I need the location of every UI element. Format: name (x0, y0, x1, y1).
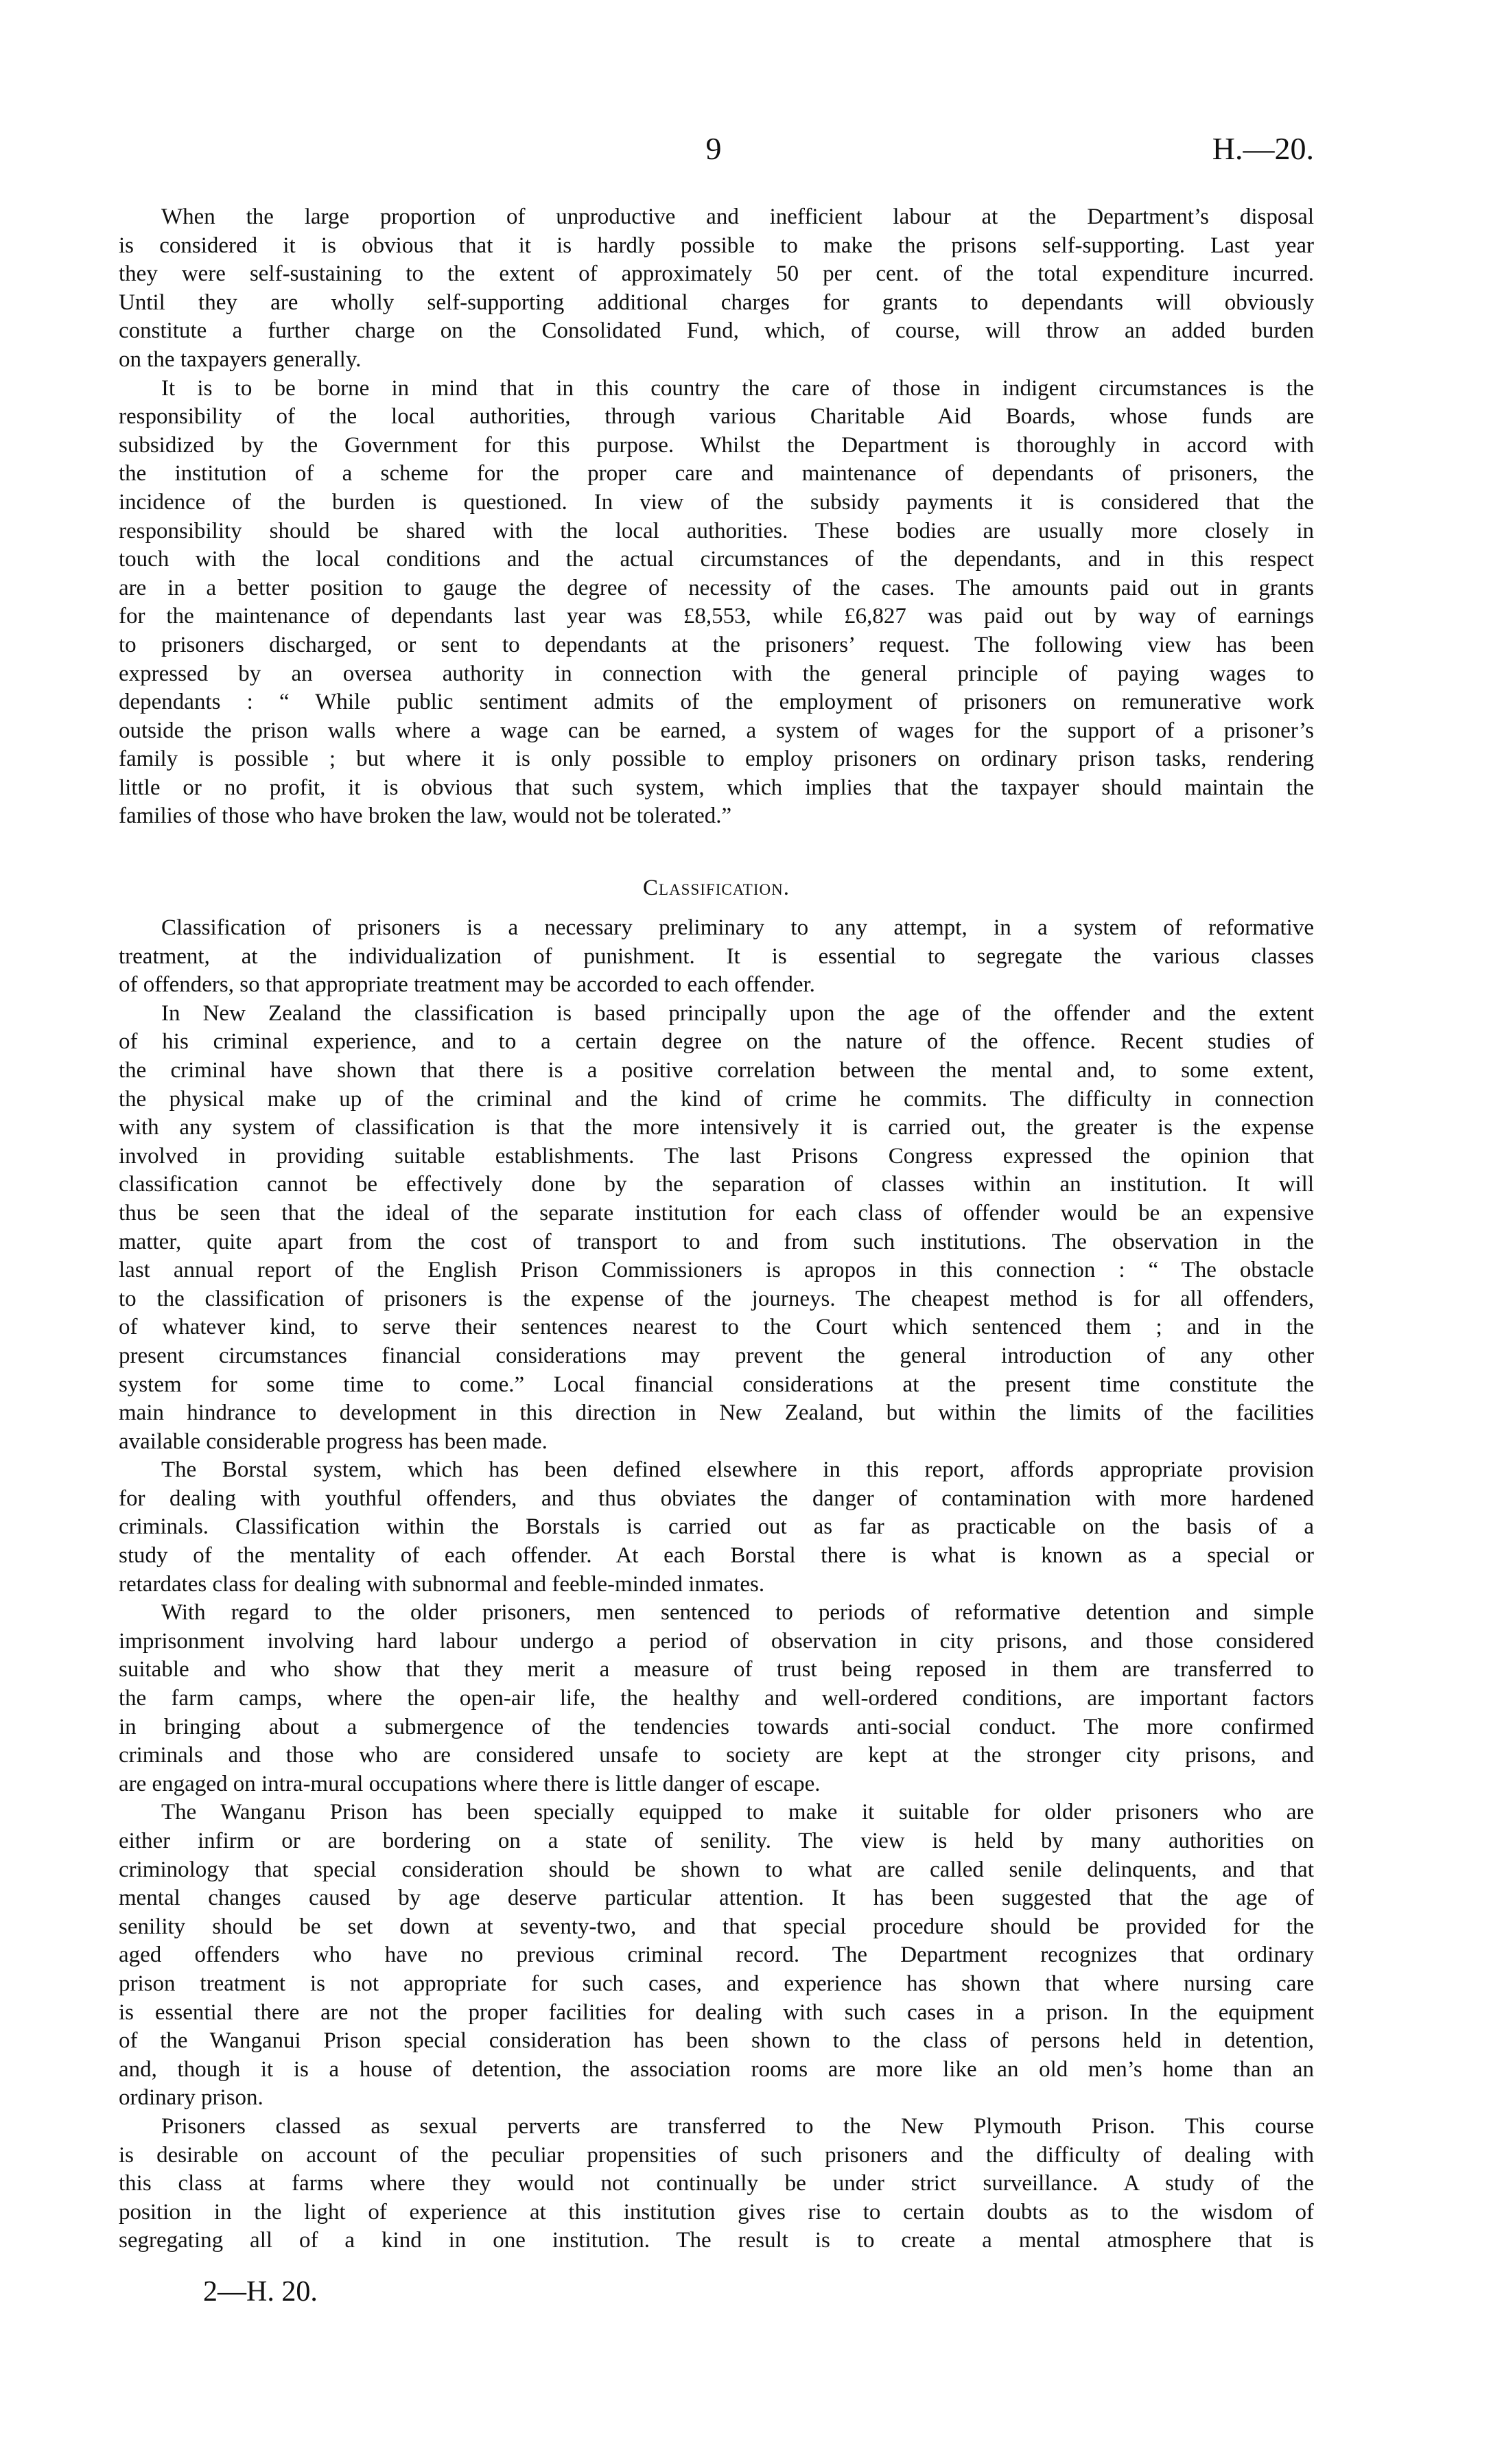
text-line: Classification of prisoners is a necessary preliminary to any attempt, in a system of reformative (161, 915, 1314, 940)
text-line: classification cannot be effectively done by the separation of classes within an institution. It will (119, 1172, 1314, 1197)
text-line: the physical make up of the criminal and the kind of crime he commits. The difficulty in connection (119, 1086, 1314, 1112)
text-line: touch with the local conditions and the actual circumstances of the dependants, and in this respect (119, 547, 1314, 572)
text-line: position in the light of experience at this institution gives rise to certain doubts as to the wisdom of (119, 2199, 1314, 2225)
text-line: criminals. Classification within the Borstals is carried out as far as practicable on the basis of a (119, 1514, 1314, 1540)
text-line: treatment, at the individualization of punishment. It is essential to segregate the various classes (119, 943, 1314, 969)
page-number: 9 (705, 131, 722, 166)
text-line: matter, quite apart from the cost of transport to and from such institutions. The observation in the (119, 1229, 1314, 1254)
text-line: main hindrance to development in this direction in New Zealand, but within the limits of the facilities (119, 1400, 1314, 1426)
text-line: aged offenders who have no previous criminal record. The Department recognizes that ordinary (119, 1943, 1314, 1968)
paragraph (119, 203, 1314, 375)
text-line: for the maintenance of dependants last year was £8,553, while £6,827 was paid out by way of earnings (119, 604, 1314, 629)
text-line: responsibility of the local authorities, through various Charitable Aid Boards, whose funds are (119, 404, 1314, 430)
text-line: criminals and those who are considered unsafe to society are kept at the stronger city prisons, and (119, 1743, 1314, 1768)
text-line: family is possible ; but where it is only possible to employ prisoners on ordinary prison tasks, rendering (119, 747, 1314, 772)
text-line: of his criminal experience, and to a certain degree on the nature of the offence. Recent studies of (119, 1029, 1314, 1055)
paragraph (119, 375, 1314, 832)
footer-signature-mark: 2—H. 20. (203, 2276, 318, 2308)
text-line: of the Wanganui Prison special consideration has been shown to the class of persons held in detention, (119, 2028, 1314, 2054)
text-line: in bringing about a submergence of the tendencies towards anti-social conduct. The more confirmed (119, 1714, 1314, 1739)
text-line: When the large proportion of unproductive and inefficient labour at the Department’s disposal (161, 204, 1314, 229)
text-line: The Borstal system, which has been defined elsewhere in this report, affords appropriate provision (161, 1457, 1314, 1483)
text-line: the farm camps, where the open-air life, the healthy and well-ordered conditions, are important factors (119, 1686, 1314, 1711)
text-line: families of those who have broken the law, would not be tolerated.” (119, 803, 732, 829)
text-line: to prisoners discharged, or sent to dependants at the prisoners’ request. The following view has been (119, 632, 1314, 657)
text-line: are engaged on intra-mural occupations where there is little danger of escape. (119, 1771, 821, 1796)
text-line: with any system of classification is that the more intensively it is carried out, the greater is the expense (119, 1115, 1314, 1140)
text-line: The Wanganu Prison has been specially equipped to make it suitable for older prisoners who are (161, 1800, 1314, 1825)
text-line: available considerable progress has been made. (119, 1429, 548, 1454)
text-line: expressed by an oversea authority in connection with the general principle of paying wages to (119, 661, 1314, 686)
text-line: criminology that special consideration should be shown to what are called senile delinquents, and that (119, 1857, 1314, 1882)
text-line: the institution of a scheme for the proper care and maintenance of dependants of prisoners, the (119, 461, 1314, 486)
text-line: responsibility should be shared with the local authorities. These bodies are usually more closely in (119, 518, 1314, 543)
text-line: is essential there are not the proper facilities for dealing with such cases in a prison. In the equipment (119, 1999, 1314, 2025)
text-line: is desirable on account of the peculiar propensities of such prisoners and the difficulty of dealing with (119, 2142, 1314, 2168)
paragraph (119, 1599, 1314, 1798)
document-reference: H.—20. (1212, 131, 1314, 166)
text-line: mental changes caused by age deserve particular attention. It has been suggested that the age of (119, 1886, 1314, 1911)
text-line: are in a better position to gauge the degree of necessity of the cases. The amounts paid out in grants (119, 575, 1314, 600)
text-line: involved in providing suitable establishments. The last Prisons Congress expressed the opinion that (119, 1143, 1314, 1169)
text-line: for dealing with youthful offenders, and thus obviates the danger of contamination with more hardened (119, 1486, 1314, 1511)
text-line: to the classification of prisoners is the expense of the journeys. The cheapest method is for all offenders, (119, 1286, 1314, 1311)
section-intro (119, 203, 1314, 831)
text-line: subsidized by the Government for this purpose. Whilst the Department is thoroughly in accord with (119, 432, 1314, 458)
text-line: this class at farms where they would not continually be under strict surveillance. A study of the (119, 2171, 1314, 2196)
text-line: either infirm or are bordering on a state of senility. The view is held by many authorities on (119, 1829, 1314, 1853)
text-line: little or no profit, it is obvious that such system, which implies that the taxpayer should maintain the (119, 775, 1314, 800)
text-line: Until they are wholly self-supporting additional charges for grants to dependants will obviously (119, 290, 1314, 315)
text-line: segregating all of a kind in one institution. The result is to create a mental atmosphere that is (119, 2228, 1314, 2253)
text-line: retardates class for dealing with subnormal and feeble-minded inmates. (119, 1571, 765, 1597)
paragraph (119, 914, 1314, 1000)
text-line: prison treatment is not appropriate for such cases, and experience has shown that where nursing care (119, 1971, 1314, 1996)
text-line: senility should be set down at seventy-two, and that special procedure should be provided for the (119, 1914, 1314, 1939)
text-line: present circumstances financial considerations may prevent the general introduction of any other (119, 1343, 1314, 1368)
text-line: the criminal have shown that there is a positive correlation between the mental and, to some extent, (119, 1057, 1314, 1083)
text-line: on the taxpayers generally. (119, 347, 362, 372)
paragraph (119, 1798, 1314, 2113)
text-line: With regard to the older prisoners, men sentenced to periods of reformative detention and simple (161, 1600, 1314, 1626)
text-line: dependants : “ While public sentiment admits of the employment of prisoners on remunerative work (119, 690, 1314, 715)
text-line: of whatever kind, to serve their sentences nearest to the Court which sentenced them ; and in the (119, 1315, 1314, 1340)
text-line: and, though it is a house of detention, the association rooms are more like an old men’s home than an (119, 2056, 1314, 2082)
section-classification (119, 914, 1314, 2255)
text-line: incidence of the burden is questioned. In view of the subsidy payments it is considered that the (119, 489, 1314, 515)
text-line: ordinary prison. (119, 2085, 263, 2111)
text-line: system for some time to come.” Local financial considerations at the present time constitute the (119, 1372, 1314, 1397)
text-line: suitable and who show that they merit a measure of trust being reposed in them are transferred to (119, 1657, 1314, 1682)
text-line: they were self-sustaining to the extent of approximately 50 per cent. of the total expenditure incurred. (119, 261, 1314, 287)
text-line: last annual report of the English Prison Commissioners is apropos in this connection : “ The obstacle (119, 1258, 1314, 1283)
text-line: constitute a further charge on the Consolidated Fund, which, of course, will throw an added burden (119, 318, 1314, 344)
text-line: thus be seen that the ideal of the separate institution for each class of offender would be an expensive (119, 1200, 1314, 1225)
text-line: Prisoners classed as sexual perverts are transferred to the New Plymouth Prison. This course (161, 2113, 1314, 2139)
text-line: It is to be borne in mind that in this country the care of those in indigent circumstances is the (161, 375, 1314, 401)
text-line: outside the prison walls where a wage can be earned, a system of wages for the support of a prisoner’s (119, 718, 1314, 743)
paragraph (119, 1000, 1314, 1457)
paragraph (119, 2113, 1314, 2255)
text-line: is considered it is obvious that it is hardly possible to make the prisons self-supporting. Last year (119, 233, 1314, 258)
text-line: In New Zealand the classification is based principally upon the age of the offender and the extent (161, 1000, 1314, 1026)
paragraph (119, 1456, 1314, 1599)
text-line: study of the mentality of each offender. At each Borstal there is what is known as a special or (119, 1543, 1314, 1569)
text-line: of offenders, so that appropriate treatment may be accorded to each offender. (119, 972, 815, 998)
text-line: imprisonment involving hard labour undergo a period of observation in city prisons, and those considered (119, 1628, 1314, 1654)
section-heading-classification: Classification. (643, 876, 790, 900)
